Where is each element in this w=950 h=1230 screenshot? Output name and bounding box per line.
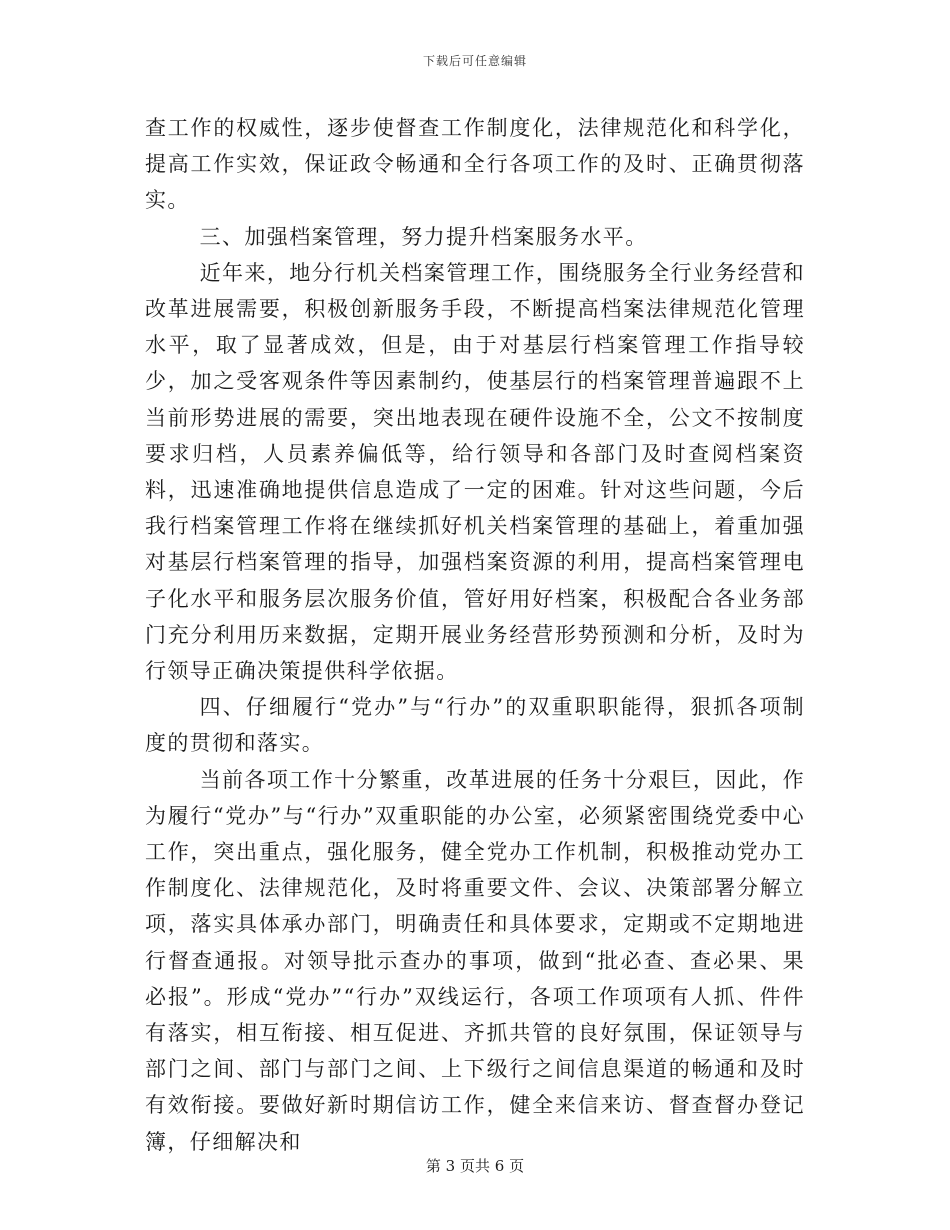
page-number: 第 3 页共 6 页 <box>425 1157 525 1175</box>
document-body <box>145 110 805 1160</box>
page-header-note: 下载后可任意编辑 <box>422 54 527 68</box>
paragraph-archives: 近年来，地分行机关档案管理工作，围绕服务全行业务经营和改革进展需要，积极创新服务手段，不断提高档案法律规范化管理水平，取了显著成效，但是，由于对基层行档案管理工作指导较少，加之受客观条件等因素制约，使基层行的档案管理普遍跟不上当前形势进展的需要，突出地表现在硬件设施不全，公文不按制度要求归档，人员素养偏低等，给行领导和各部门及时查阅档案资料，迅速准确地提供信息造成了一定的困难。针对这些问题，今后我行档案管理工作将在继续抓好机关档案管理的基础上，着重加强对基层行档案管理的指导，加强档案资源的利用，提高档案管理电子化水平和服务层次服务价值，管好用好档案，积极配合各业务部门充分利用历来数据，定期开展业务经营形势预测和分析，及时为行领导正确决策提供科学依据。 <box>145 260 805 684</box>
section-heading-4: 四、仔细履行“党办”与“行办”的双重职职能得，狠抓各项制度的贯彻和落实。 <box>145 695 805 756</box>
paragraph-dual-duty: 当前各项工作十分繁重，改革进展的任务十分艰巨，因此，作为履行“党办”与“行办”双重职能的办公室，必须紧密围绕党委中心工作，突出重点，强化服务，健全党办工作机制，积极推动党办工作制度化、法律规范化，及时将重要文件、会议、决策部署分解立项，落实具体承办部门，明确责任和具体要求，定期或不定期地进行督查通报。对领导批示查办的事项，做到“批必查、查必果、果必报”。形成“党办”“行办”双线运行，各项工作项项有人抓、件件有落实，相互衔接、相互促进、齐抓共管的良好氛围，保证领导与部门之间、部门与部门之间、上下级行之间信息渠道的畅通和及时有效衔接。要做好新时期信访工作，健全来信来访、督查督办登记簿，仔细解决和 <box>145 767 805 1154</box>
section-heading-3: 三、加强档案管理，努力提升档案服务水平。 <box>199 224 648 249</box>
paragraph-1: 查工作的权威性，逐步使督查工作制度化，法律规范化和科学化，提高工作实效，保证政令畅通和全行各项工作的及时、正确贯彻落实。 <box>145 116 805 213</box>
